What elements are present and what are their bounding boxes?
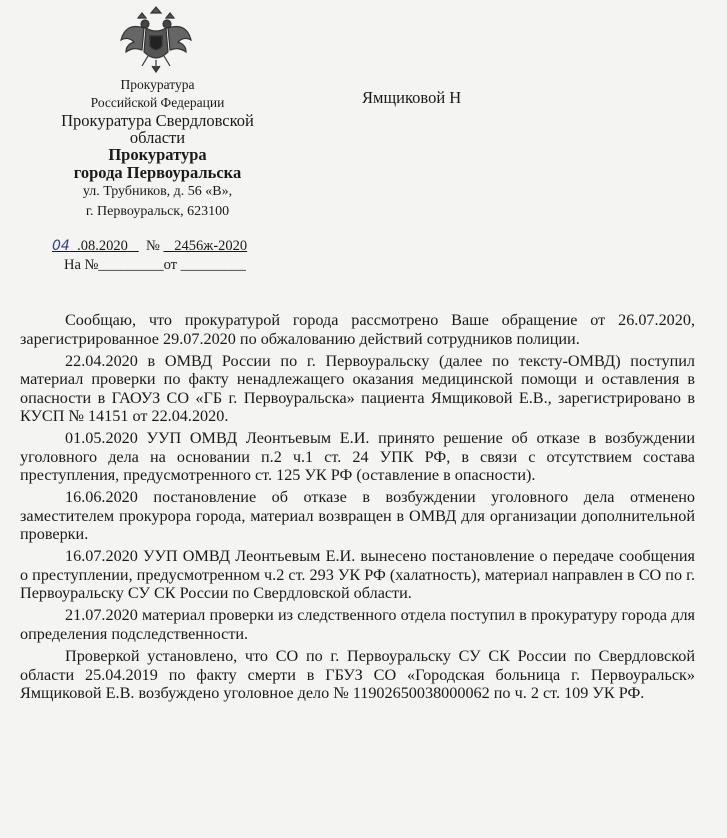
body-paragraph: 22.04.2020 в ОМВД России по г. Первоуральску (далее по тексту-ОМВД) поступил материал проверки по факту ненадлежащего оказания медицинской помощи и оставления в опасности в ГАОУЗ СО «ГБ г. Первоуральска» пациента Ямщиковой Е.В., зарегистрировано в КУСП № 14151 от 22.04.2020.: [20, 351, 695, 426]
registration-date-printed: .08.2020: [77, 238, 128, 254]
address-line-2: г. Первоуральск, 623100: [85, 204, 230, 219]
registration-number: 2456ж-2020: [174, 238, 248, 254]
city-prosecutor-line-2: города Первоуральска: [73, 163, 242, 182]
body-paragraph: Сообщаю, что прокуратурой города рассмотрено Ваше обращение от 26.07.2020, зарегистрированное 29.07.2020 по обжалованию действий сотрудников полиции.: [20, 311, 695, 348]
city-prosecutor-line-1: Прокуратура: [108, 145, 207, 164]
letterhead: [40, 76, 275, 222]
body-paragraph: Проверкой установлено, что СО по г. Первоуральску СУ СК России по Свердловской области 25.04.2019 по факту смерти в ГБУЗ СО «Городская больница г. Первоуральск» Ямщиковой Е.В. возбуждено уголовное дело № 11902650038000062 по ч. 2 ст. 109 УК РФ.: [20, 647, 695, 703]
org-name-line-1: Прокуратура: [120, 77, 195, 92]
number-sign: №: [145, 238, 160, 254]
regional-prosecutor-line-1: Прокуратура Свердловской: [61, 111, 254, 130]
registration-date: [52, 238, 139, 254]
letter-body: [20, 311, 695, 703]
russian-coat-of-arms-emblem: [118, 4, 194, 74]
body-paragraph: 16.07.2020 УУП ОМВД Леонтьевым Е.И. вынесено постановление о передаче сообщения о преступлении, предусмотренном ч.2 ст. 293 УК РФ (халатность), материал направлен в СО по г. Первоуральску СУ СК России по Свердловской области.: [20, 547, 695, 603]
address-line-1: ул. Трубников, д. 56 «В»,: [82, 184, 233, 199]
regional-prosecutor-line-2: области: [129, 128, 186, 147]
body-paragraph: 21.07.2020 материал проверки из следственного отдела поступил в прокуратуру города для определения подследственности.: [20, 606, 695, 643]
handwritten-day: 04: [52, 238, 70, 254]
org-name-line-2: Российской Федерации: [90, 95, 225, 110]
body-paragraph: 16.06.2020 постановление об отказе в возбуждении уголовного дела отменено заместителем прокурора города, материал возвращен в ОМВД для организации дополнительной проверки.: [20, 488, 695, 544]
body-paragraph: 01.05.2020 УУП ОМВД Леонтьевым Е.И. принято решение об отказе в возбуждении уголовного дела на основании п.2 ч.1 ст. 24 УПК РФ, в связи с отсутствием состава преступления, предусмотренного ст. 125 УК РФ (оставление в опасности).: [20, 429, 695, 485]
registration-line: [52, 238, 247, 255]
reference-line: На №_________от _________: [64, 257, 246, 273]
recipient-name: Ямщиковой Н: [362, 88, 462, 107]
